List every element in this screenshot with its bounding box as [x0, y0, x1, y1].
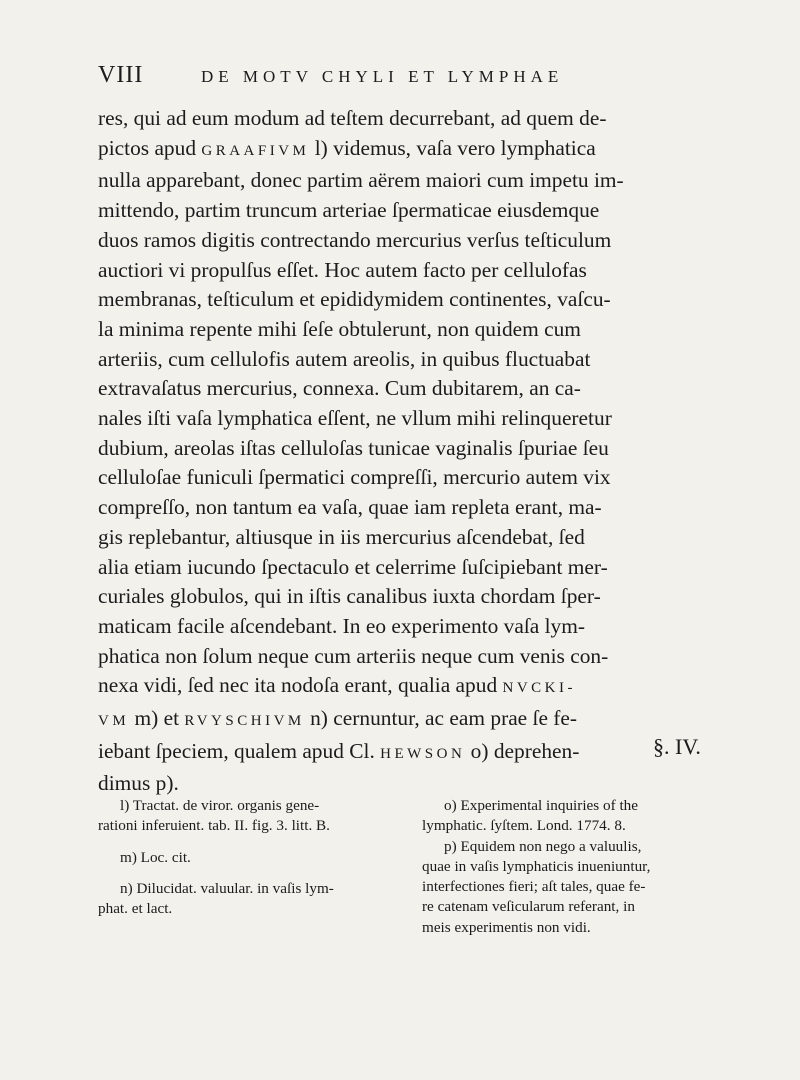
text-line [98, 612, 724, 642]
footnote [98, 796, 398, 837]
text-run: arteriis, cum cellulofis autem areolis, in quibus fluctuabat [98, 346, 591, 371]
text-run: nales iſti vaſa lymphatica eſſent, ne vllum mihi relinqueretur [98, 406, 612, 431]
text-line [98, 404, 724, 434]
text-line [98, 104, 724, 134]
text-run: o) deprehen- [465, 738, 580, 763]
footnotes-left-column [98, 796, 398, 930]
text-run: celluloſae funiculi ſpermatici compreſſi, mercurio autem vix [98, 465, 611, 490]
text-run: auctiori vi propulſus eſſet. Hoc autem facto per cellulofas [98, 257, 587, 282]
footnote [98, 848, 398, 868]
text-line [98, 374, 724, 404]
text-line [98, 769, 724, 799]
small-caps-name: RVYSCHIVM [184, 713, 305, 730]
text-run: alia etiam iucundo ſpectaculo et celerrime ſuſcipiebant mer- [98, 554, 608, 579]
text-line [98, 166, 724, 196]
small-caps-name: HEWSON [380, 745, 466, 762]
text-line [98, 134, 724, 167]
text-run: nulla apparebant, donec partim aërem maiori cum impetu im- [98, 168, 624, 193]
text-run: iebant ſpeciem, qualem apud Cl. [98, 738, 381, 763]
footnote [422, 796, 730, 837]
text-line [98, 493, 724, 523]
footnote-line: rationi inferuient. tab. II. fig. 3. litt. B. [98, 817, 330, 835]
text-line [98, 345, 724, 375]
footnote-line: interfectiones fieri; aſt tales, quae fe- [422, 878, 646, 896]
text-run: curiales globulos, qui in iſtis canalibus iuxta chordam ſper- [98, 584, 601, 609]
text-line [98, 582, 724, 612]
small-caps-name: GRAAFIVM [201, 142, 310, 159]
text-run: pictos apud [98, 135, 202, 160]
footnote-line: phat. et lact. [98, 900, 173, 918]
text-run: mittendo, partim truncum arteriae ſpermaticae eiusdemque [98, 198, 600, 223]
text-run: duos ramos digitis contrectando mercurius verſus teſticulum [98, 227, 612, 252]
footnote-line: n) Dilucidat. valuular. in vaſis lym- [120, 879, 334, 897]
text-run: gis replebantur, altiusque in iis mercurius aſcendebat, ſed [98, 524, 585, 549]
footnote-line: p) Equidem non nego a valuulis, [444, 837, 642, 855]
text-line [98, 315, 724, 345]
text-line [98, 463, 724, 493]
text-run: m) et [129, 706, 185, 731]
footnote [98, 879, 398, 920]
footnote [422, 837, 730, 938]
text-run: dimus p). [98, 771, 179, 796]
section-heading: §. IV. [653, 734, 701, 759]
text-line [98, 642, 724, 672]
text-line [98, 256, 724, 286]
text-run: dubium, areolas iſtas celluloſas tunicae vaginalis ſpuriae ſeu [98, 435, 609, 460]
main-text [98, 104, 724, 799]
text-run: compreſſo, non tantum ea vaſa, quae iam repleta erant, ma- [98, 495, 602, 520]
text-run: maticam facile aſcendebant. In eo experimento vaſa lym- [98, 613, 586, 638]
text-run: l) videmus, vaſa vero lymphatica [309, 135, 596, 160]
text-line [98, 704, 724, 737]
text-run: n) cernuntur, ac eam prae ſe fe- [304, 706, 578, 731]
text-run: membranas, teſticulum et epididymidem continentes, vaſcu- [98, 287, 611, 312]
text-run: nexa vidi, ſed nec ita nodoſa erant, qualia apud [98, 673, 503, 698]
small-caps-name: NVCKI- [502, 680, 576, 697]
text-line [98, 285, 724, 315]
footnote-line: m) Loc. cit. [120, 848, 191, 866]
text-line [98, 737, 724, 770]
page-number: VIII [98, 62, 144, 88]
page-header [98, 62, 718, 92]
footnotes-right-column [422, 796, 730, 938]
text-run: res, qui ad eum modum ad teſtem decurrebant, ad quem de- [98, 106, 607, 130]
footnote-line: o) Experimental inquiries of the [444, 797, 639, 814]
text-line [98, 434, 724, 464]
footnote-line: quae in vaſis lymphaticis inueniuntur, [422, 857, 651, 875]
footnote-line: l) Tractat. de viror. organis gene- [120, 797, 320, 814]
footnote-line: lymphatic. ſyſtem. Lond. 1774. 8. [422, 817, 626, 835]
text-line [98, 671, 724, 704]
text-line [98, 553, 724, 583]
text-line [98, 523, 724, 553]
text-run: phatica non ſolum neque cum arteriis neque cum venis con- [98, 643, 609, 668]
text-line [98, 226, 724, 256]
text-run: extravaſatus mercurius, connexa. Cum dubitarem, an ca- [98, 376, 581, 401]
small-caps-name: VM [98, 713, 130, 730]
running-head: DE MOTV CHYLI ET LYMPHAE [201, 67, 564, 86]
text-line [98, 196, 724, 226]
footnote-line: meis experimentis non vidi. [422, 918, 591, 936]
footnote-line: re catenam veſicularum referant, in [422, 898, 635, 916]
text-run: la minima repente mihi ſeſe obtulerunt, non quidem cum [98, 316, 581, 341]
